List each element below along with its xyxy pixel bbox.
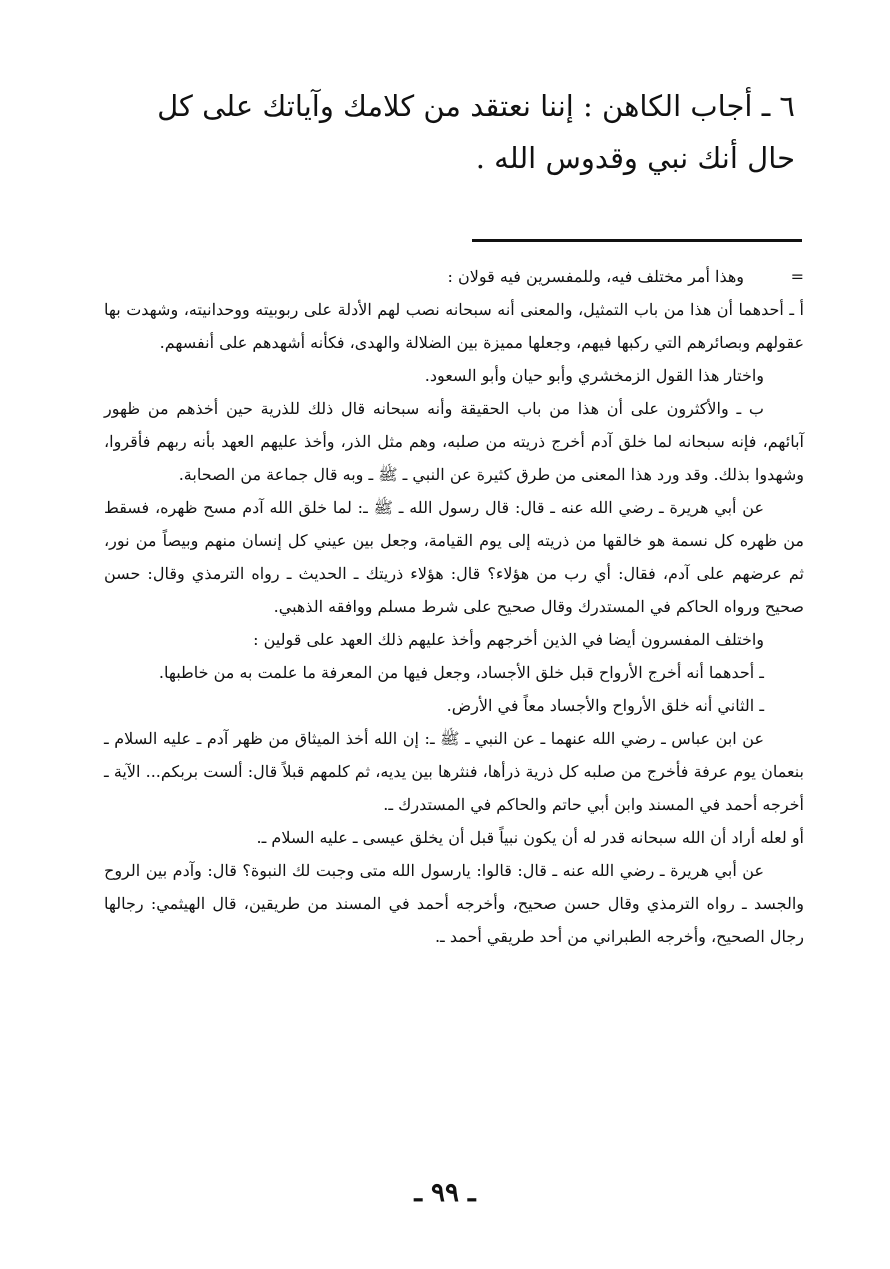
footnote-intro: وهذا أمر مختلف فيه، وللمفسرين فيه قولان : bbox=[447, 267, 744, 286]
footnote-separator bbox=[472, 239, 802, 242]
footnote-paragraph: واختلف المفسرون أيضا في الذين أخرجهم وأخذ عليهم ذلك العهد على قولين : bbox=[253, 630, 764, 649]
continuation-marker: = bbox=[790, 267, 804, 286]
footnotes-section bbox=[104, 260, 804, 953]
footnote-first-line bbox=[104, 260, 804, 293]
footnote-paragraph: عن أبي هريرة ـ رضي الله عنه ـ قال: قالوا: يارسول الله متى وجبت لك النبوة؟ قال: وآدم بين الروح والجسد ـ رواه الترمذي وقال حسن صحيح، وأخرجه أحمد في المسند من طريقين، قال الهيثمي: رجالها رجال الصحيح، وأخرجه الطبراني من أحد طريقي أحمد ـ. bbox=[104, 861, 805, 946]
footnote-paragraph: ـ أحدهما أنه أخرج الأرواح قبل خلق الأجساد، وجعل فيها من المعرفة ما علمت به من خاطبها. bbox=[158, 663, 764, 682]
main-paragraph: ٦ ـ أجاب الكاهن : إننا نعتقد من كلامك وآياتك على كل حال أنك نبي وقدوس الله . bbox=[157, 89, 795, 175]
footnote-paragraph: واختار هذا القول الزمخشري وأبو حيان وأبو السعود. bbox=[424, 366, 764, 385]
footnote-paragraph: ـ الثاني أنه خلق الأرواح والأجساد معاً في الأرض. bbox=[446, 696, 764, 715]
footnote-paragraph: عن ابن عباس ـ رضي الله عنهما ـ عن النبي ـ ﷺ ـ: إن الله أخذ الميثاق من ظهر آدم ـ عليه السلام ـ بنعمان يوم عرفة فأخرج من صلبه كل ذرية ذرأها، فنثرها بين يديه، ثم كلمهم قبلاً قال: ألست بربكم... الآية ـ أخرجه أحمد في المسند وابن أبي حاتم والحاكم في المستدرك ـ. bbox=[104, 729, 804, 814]
footnote-paragraph: عن أبي هريرة ـ رضي الله عنه ـ قال: قال رسول الله ـ ﷺ ـ: لما خلق الله آدم مسح ظهره، فسقط من ظهره كل نسمة هو خالقها من ذريته إلى يوم القيامة، وجعل بين عيني كل إنسان منهم وبيصاً من نور، ثم عرضهم على آدم، فقال: أي رب من هؤلاء؟ قال: هؤلاء ذريتك ـ الحديث ـ رواه الترمذي وقال: حسن صحيح ورواه الحاكم في المستدرك وقال صحيح على شرط مسلم ووافقه الذهبي. bbox=[104, 498, 805, 616]
page-number: ـ ٩٩ ـ bbox=[414, 1178, 476, 1208]
footnote-paragraph: أو لعله أراد أن الله سبحانه قدر له أن يكون نبياً قبل أن يخلق عيسى ـ عليه السلام ـ. bbox=[256, 828, 804, 847]
footnote-paragraph: أ ـ أحدهما أن هذا من باب التمثيل، والمعنى أنه سبحانه نصب لهم الأدلة على ربوبيته ووحدانيته، وشهدت بها عقولهم وبصائرهم التي ركبها فيهم، وجعلها مميزة بين الضلالة والهدى، فكأنه أشهدهم على أنفسهم. bbox=[104, 300, 804, 352]
footnote-paragraph: ب ـ والأكثرون على أن هذا من باب الحقيقة وأنه سبحانه قال ذلك للذرية حين أخذهم من ظهور آبائهم، فإنه سبحانه لما خلق آدم أخرج ذريته من صلبه، وهم مثل الذر، وأخذ عليهم العهد بأنه ربهم فأقروا، وشهدوا بذلك. وقد ورد هذا المعنى من طرق كثيرة عن النبي ـ ﷺ ـ وبه قال جماعة من الصحابة. bbox=[104, 399, 804, 484]
